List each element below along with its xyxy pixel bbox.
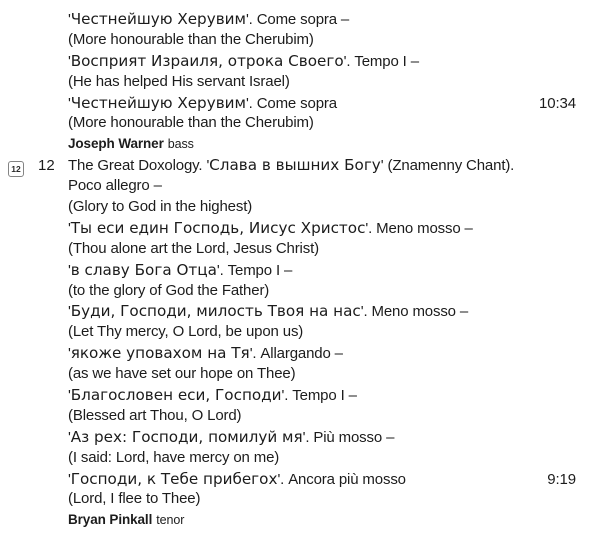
- track-text: (I said: Lord, have mercy on me): [68, 448, 280, 466]
- track-text: 'якоже уповахом на Тя'. Allargando –: [68, 344, 343, 363]
- track-line: [8, 448, 576, 469]
- performer-name: Bryan Pinkall: [68, 512, 153, 528]
- track-number: 12: [38, 157, 55, 175]
- track-badge-cell: [8, 156, 38, 177]
- track-line: [8, 30, 576, 51]
- track-line: [8, 51, 576, 72]
- track-text: (Lord, I flee to Thee): [68, 490, 201, 508]
- track-line: [8, 260, 576, 281]
- track-text: 'Благословен еси, Господи'. Tempo I –: [68, 386, 357, 405]
- performer-role: bass: [167, 137, 194, 152]
- track-line: [8, 72, 576, 93]
- track-line: [8, 155, 576, 176]
- track-line: [8, 218, 576, 239]
- track-text: 'Восприят Израиля, отрока Своего'. Tempo I –: [68, 51, 419, 70]
- track-text: (Blessed art Thou, O Lord): [68, 406, 242, 424]
- cyrillic-text: Благословен еси, Господи: [70, 386, 282, 405]
- track-line: [8, 385, 576, 406]
- track-text: Poco allegro –: [68, 177, 162, 195]
- track-text: 'Аз рех: Господи, помилуй мя'. Più mosso –: [68, 427, 395, 446]
- performer-role: tenor: [156, 513, 185, 528]
- cyrillic-text: Аз рех: Господи, помилуй мя: [70, 427, 303, 446]
- track-text: (Let Thy mercy, O Lord, be upon us): [68, 323, 304, 341]
- track-line: [8, 93, 576, 114]
- track-text: (More honourable than the Cherubim): [68, 30, 314, 48]
- track-text: 'Буди, Господи, милость Твоя на нас'. Meno mosso –: [68, 302, 469, 321]
- track-line: [8, 134, 576, 155]
- track-line: [8, 301, 576, 322]
- track-line: [8, 239, 576, 260]
- track-duration: 10:34: [538, 94, 576, 112]
- cyrillic-text: Буди, Господи, милость Твоя на нас: [70, 302, 361, 321]
- track-line: [8, 281, 576, 302]
- track-line: [8, 364, 576, 385]
- cyrillic-text: Ты еси един Господь, Иисус Христос: [70, 218, 366, 237]
- cyrillic-text: Честнейшую Херувим: [70, 93, 246, 112]
- track-text: 'Господи, к Тебе прибегох'. Ancora più mosso: [68, 469, 406, 488]
- track-line: [8, 489, 576, 510]
- track-text: (Thou alone art the Lord, Jesus Christ): [68, 239, 319, 257]
- track-text: The Great Doxology. 'Слава в вышних Богу' (Znamenny Chant).: [68, 156, 515, 175]
- track-text: [68, 510, 514, 531]
- cyrillic-text: Честнейшую Херувим: [70, 10, 246, 28]
- track-text: [68, 134, 514, 155]
- cyrillic-text: Восприят Израиля, отрока Своего: [70, 51, 344, 70]
- track-text: (as we have set our hope on Thee): [68, 365, 296, 383]
- track-text: (Glory to God in the highest): [68, 198, 253, 216]
- track-text: 'Ты еси един Господь, Иисус Христос'. Meno mosso –: [68, 218, 473, 237]
- track-line: [8, 9, 576, 30]
- performer-name: Joseph Warner: [68, 136, 164, 152]
- track-line: [8, 469, 576, 490]
- track-text: 'в славу Бога Отца'. Tempo I –: [68, 260, 293, 279]
- track-line: [8, 197, 576, 218]
- track-text: 'Честнейшую Херувим'. Come sopra –: [68, 10, 350, 28]
- cyrillic-text: Слава в вышних Богу: [209, 156, 381, 175]
- cyrillic-text: Господи, к Тебе прибегох: [70, 469, 278, 488]
- cyrillic-text: якоже уповахом на Тя: [70, 344, 250, 363]
- track-duration: 9:19: [547, 470, 576, 488]
- track-text: (to the glory of God the Father): [68, 281, 270, 299]
- track-line: [8, 322, 576, 343]
- track-text: (He has helped His servant Israel): [68, 72, 290, 90]
- track-badge-icon[interactable]: 12: [8, 161, 24, 177]
- track-text: (More honourable than the Cherubim): [68, 114, 314, 132]
- track-text: 'Честнейшую Херувим'. Come sopra: [68, 93, 337, 112]
- track-line: [8, 176, 576, 197]
- track-line: [8, 406, 576, 427]
- track-line: [8, 510, 576, 531]
- track-line: [8, 427, 576, 448]
- cyrillic-text: в славу Бога Отца: [70, 260, 217, 279]
- track-line: [8, 113, 576, 134]
- track-line: [8, 343, 576, 364]
